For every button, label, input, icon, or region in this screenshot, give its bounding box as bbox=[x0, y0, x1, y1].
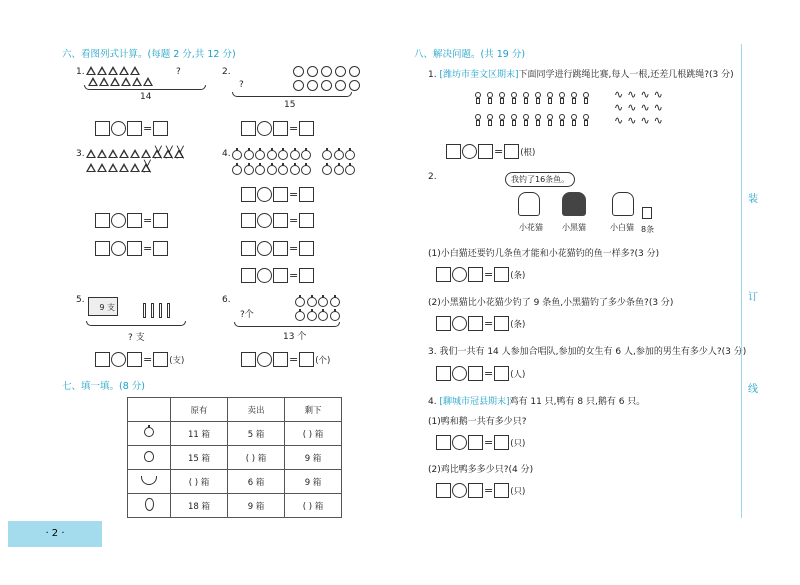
q6-5-number: 5. bbox=[76, 295, 85, 305]
flower-cat-icon bbox=[518, 192, 540, 216]
apple-icon bbox=[128, 422, 171, 446]
q6-4-apples-right-row2 bbox=[322, 165, 357, 178]
q6-1-total: 14 bbox=[140, 92, 152, 102]
q6-3-expression-1[interactable]: = bbox=[95, 213, 168, 228]
pear-icon bbox=[128, 446, 171, 470]
section-6-title: 六、看图列式计算。(每题 2 分,共 12 分) bbox=[62, 49, 236, 60]
q6-2-question: ? bbox=[239, 80, 244, 90]
q6-5-expression[interactable]: = (支) bbox=[95, 352, 184, 367]
q8-2-sub1-text: (1)小白猫还要钓几条鱼才能和小花猫钓的鱼一样多?(3 分) bbox=[428, 249, 660, 259]
q6-4-expression-1[interactable]: = bbox=[241, 187, 314, 202]
binding-char: 线 bbox=[748, 384, 758, 395]
table-row: 18 箱 9 箱 ( ) 箱 bbox=[128, 494, 342, 518]
q8-4-text: 4. [聊城市冠县期末]鸡有 11 只,鸭有 8 只,鹅有 6 只。 bbox=[428, 397, 646, 407]
binding-char: 订 bbox=[748, 292, 758, 303]
q6-4-expression-4[interactable]: = bbox=[241, 268, 314, 283]
q6-4-apples-right bbox=[322, 150, 357, 163]
page-number: · 2 · bbox=[8, 521, 102, 547]
q6-4-apples-left-row2 bbox=[232, 165, 313, 178]
q6-2-total: 15 bbox=[284, 100, 296, 110]
q6-5-label: 9 支 bbox=[99, 303, 115, 312]
q6-2-circles bbox=[293, 66, 363, 80]
table-header: 卖出 bbox=[228, 398, 285, 422]
q6-1-expression[interactable]: = bbox=[95, 121, 168, 136]
section-8-title: 八、解决问题。(共 19 分) bbox=[414, 49, 526, 60]
q6-2-expression[interactable]: = bbox=[241, 121, 314, 136]
q8-4-sub2-expression[interactable]: = (只) bbox=[436, 483, 525, 498]
kids-picture-row1 bbox=[474, 92, 594, 107]
q8-4-sub2-text: (2)鸡比鸭多多少只?(4 分) bbox=[428, 465, 534, 475]
q6-3-triangles-row2: ╳ bbox=[86, 163, 152, 175]
white-cat-icon bbox=[612, 192, 634, 216]
q6-3-expression-2[interactable]: = bbox=[95, 241, 168, 256]
banana-icon bbox=[128, 470, 171, 494]
cat3-label: 小白猫 bbox=[610, 223, 634, 232]
q6-6-total: 13 个 bbox=[283, 332, 307, 342]
cat1-label: 小花猫 bbox=[519, 223, 543, 232]
pear2-icon bbox=[128, 494, 171, 518]
q8-1-expression[interactable]: = (根) bbox=[446, 144, 535, 159]
q6-5-question: ? 支 bbox=[128, 333, 145, 343]
q6-4-number: 4. bbox=[222, 149, 231, 159]
table-header: 原有 bbox=[171, 398, 228, 422]
kids-picture-row2 bbox=[474, 114, 594, 129]
q6-5-pencils bbox=[143, 303, 175, 321]
q8-4-sub1-text: (1)鸭和鹅一共有多少只? bbox=[428, 417, 527, 427]
black-cat-icon bbox=[562, 192, 586, 216]
q8-4-source: [聊城市冠县期末] bbox=[439, 397, 510, 407]
table-row: 11 箱 5 箱 ( ) 箱 bbox=[128, 422, 342, 446]
fish-count-label: 8条 bbox=[641, 225, 655, 234]
q6-6-brace bbox=[234, 322, 340, 327]
q8-1-text: 1. [潍坊市奎文区期末]下面同学进行跳绳比赛,每人一根,还差几根跳绳?(3 分) bbox=[428, 70, 734, 80]
q8-2-sub2-expression[interactable]: = (条) bbox=[436, 316, 525, 331]
q8-3-text: 3. 我们一共有 14 人参加合唱队,参加的女生有 6 人,参加的男生有多少人?(3 分) bbox=[428, 347, 747, 357]
q6-4-expression-2[interactable]: = bbox=[241, 213, 314, 228]
q8-3-expression[interactable]: = (人) bbox=[436, 366, 525, 381]
q6-6-question: ?个 bbox=[240, 310, 254, 320]
table-row: ( ) 箱 6 箱 9 箱 bbox=[128, 470, 342, 494]
bucket-icon bbox=[642, 207, 652, 219]
table-row: 15 箱 ( ) 箱 9 箱 bbox=[128, 446, 342, 470]
cat2-label: 小黑猫 bbox=[562, 223, 586, 232]
section-7-title: 七、填一填。(8 分) bbox=[62, 381, 145, 392]
q6-3-number: 3. bbox=[76, 149, 85, 159]
q8-2-number: 2. bbox=[428, 172, 437, 182]
table-header: 剩下 bbox=[285, 398, 342, 422]
q8-2-sub1-expression[interactable]: = (条) bbox=[436, 267, 525, 282]
binding-line bbox=[741, 44, 742, 518]
q6-6-expression[interactable]: = (个) bbox=[241, 352, 330, 367]
ropes-picture: ∿ ∿ ∿ ∿ ∿ ∿ ∿ ∿ ∿ ∿ ∿ ∿ bbox=[614, 88, 663, 127]
q8-1-source: [潍坊市奎文区期末] bbox=[439, 70, 519, 80]
q6-1-number: 1. bbox=[76, 67, 85, 77]
q6-1-brace bbox=[84, 85, 206, 90]
q6-6-number: 6. bbox=[222, 295, 231, 305]
q6-1-question: ? bbox=[176, 67, 181, 77]
speech-bubble: 我钓了16条鱼。 bbox=[505, 172, 575, 187]
q8-2-sub2-text: (2)小黑猫比小花猫少钓了 9 条鱼,小黑猫钓了多少条鱼?(3 分) bbox=[428, 298, 674, 308]
q6-2-brace bbox=[232, 92, 352, 97]
q6-2-number: 2. bbox=[222, 67, 231, 77]
q6-3-triangles: ╳ ╳ ╳ bbox=[86, 149, 185, 161]
table-corner bbox=[128, 398, 171, 422]
q8-4-sub1-expression[interactable]: = (只) bbox=[436, 435, 525, 450]
q6-4-expression-3[interactable]: = bbox=[241, 241, 314, 256]
sales-table bbox=[127, 397, 342, 518]
q6-5-brace bbox=[86, 321, 186, 326]
q6-5-pencil-box bbox=[88, 297, 118, 316]
q6-4-apples-left bbox=[232, 150, 313, 163]
binding-char: 装 bbox=[748, 194, 758, 205]
